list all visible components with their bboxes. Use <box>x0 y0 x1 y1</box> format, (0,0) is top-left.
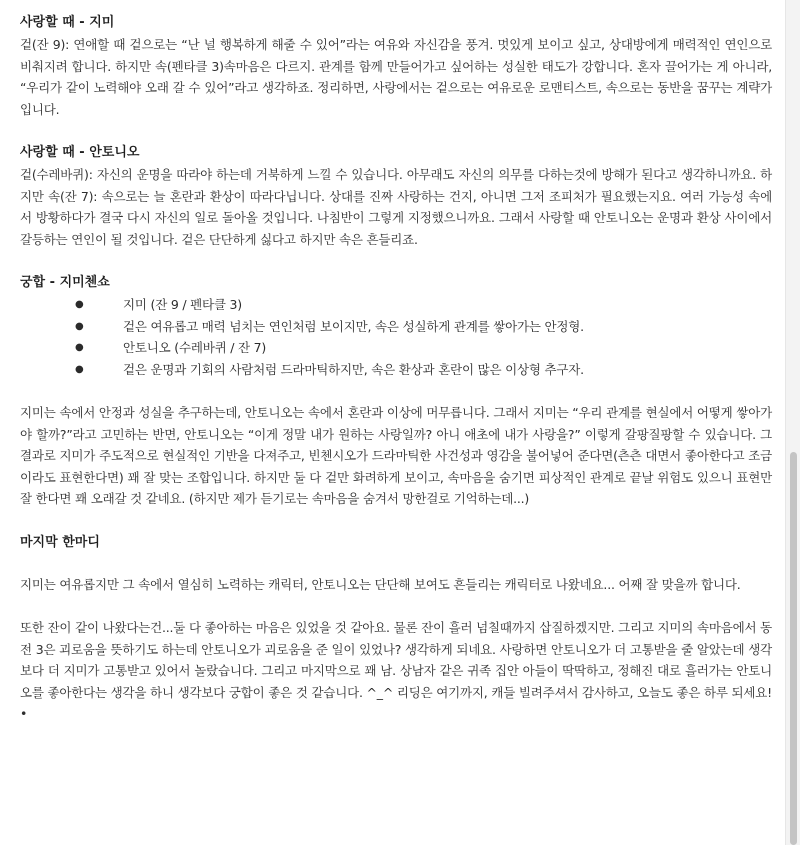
list-item <box>20 359 772 381</box>
vertical-scrollbar[interactable] <box>785 0 800 845</box>
bullet-icon: ● <box>75 320 84 332</box>
bullet-text: 지미 (잔 9 / 펜타클 3) <box>123 297 242 312</box>
compat-bullet-list <box>20 294 772 380</box>
section-title-jimi: 사랑할 때 - 지미 <box>20 15 115 30</box>
paragraph-closing-2: 또한 잔이 같이 나왔다는건...둘 다 좋아하는 마음은 있었을 것 같아요. 물론 잔이 흘러 넘칠때까지 삽질하겠지만. 그리고 지미의 속마음에서 동전 3은 괴로움을 뜻하기도 하는데 안토니오가 괴로움을 준 일이 있었나? 생각하게 되네요. 사랑하면 안토니오가 더 고통받을 줄 알았는데 생각보다 더 지미가 고통받고 있어서 놀랐습니다. 그리고 마지막으로 꽤 남. 상남자 같은 귀족 집안 아들이 딱딱하고, 정해진 대로 흘러가는 안토니오를 좋아한다는 생각을 하니 생각보다 궁합이 좋은 것 같습니다. ^_^ 리딩은 여기까지, 캐들 빌려주셔서 감사하고, 오늘도 좋은 하루 되세요!• <box>20 620 772 721</box>
list-item <box>20 316 772 338</box>
bullet-text: 겉은 여유롭고 매력 넘치는 연인처럼 보이지만, 속은 성실하게 관계를 쌓아가는 안정형. <box>123 318 584 334</box>
scrollbar-thumb[interactable] <box>790 452 797 845</box>
list-item <box>20 337 772 359</box>
paragraph-compat: 지미는 속에서 안정과 성실을 추구하는데, 안토니오는 속에서 혼란과 이상에 머무릅니다. 그래서 지미는 “우리 관계를 현실에서 어떻게 쌓아가야 할까?”라고 고민하는 반면, 안토니오는 “이게 정말 내가 원하는 사랑일까? 아니 애초에 내가 사랑을?” 이렇게 갈팡질팡할 수 있습니다. 그 결과로 지미가 주도적으로 현실적인 기반을 다져주고, 빈첸시오가 드라마틱한 사건성과 영감을 불어넣어 준다면(츤츤 대면서 좋아한다고 조금이라도 표현한다면) 꽤 잘 맞는 조합입니다. 하지만 둘 다 겉만 화려하게 보이고, 속마음을 숨기면 피상적인 관계로 끝날 위험도 있으니 표현만 잘 한다면 꽤 오래갈 것 같네요. (하지만 제가 듣기로는 속마음을 숨겨서 망한걸로 기억하는데...) <box>20 405 772 506</box>
paragraph-jimi: 겉(잔 9): 연애할 때 겉으로는 “난 널 행복하게 해줄 수 있어”라는 여유와 자신감을 풍겨. 멋있게 보이고 싶고, 상대방에게 매력적인 연인으로 비춰지려 합니다. 하지만 속(펜타클 3)속마음은 다르지. 관계를 함께 만들어가고 싶어하는 성실한 태도가 강합니다. 혼자 끌어가는 게 아니라, “우리가 같이 노력해야 오래 갈 수 있어”라고 생각하죠. 정리하면, 사랑에서는 겉으로는 여유로운 로맨티스트, 속으로는 동반을 꿈꾸는 계략가입니다. <box>20 37 772 117</box>
bullet-icon: ● <box>75 299 84 310</box>
bullet-icon: ● <box>75 342 84 353</box>
bullet-text: 겉은 운명과 기회의 사람처럼 드라마틱하지만, 속은 환상과 혼란이 많은 이상형 추구자. <box>123 361 584 377</box>
document-content <box>20 12 772 725</box>
section-title-antonio: 사랑할 때 - 안토니오 <box>20 145 140 160</box>
paragraph-closing-1: 지미는 여유롭지만 그 속에서 열심히 노력하는 캐릭터, 안토니오는 단단해 보여도 흔들리는 캐릭터로 나왔네요... 어째 잘 맞을까 합니다. <box>20 576 741 592</box>
bullet-icon: ● <box>75 363 84 375</box>
section-title-compat: 궁합 - 지미첸쇼 <box>20 275 110 290</box>
bullet-text: 안토니오 (수레바퀴 / 잔 7) <box>123 340 267 355</box>
list-item <box>20 294 772 316</box>
paragraph-antonio: 겉(수레바퀴): 자신의 운명을 따라야 하는데 거북하게 느낄 수 있습니다. 아무래도 자신의 의무를 다하는것에 방해가 된다고 생각하니까요. 하지만 속(잔 7): 속으로는 늘 혼란과 환상이 따라다닙니다. 상대를 진짜 사랑하는 건지, 아니면 그저 조피처가 필요했는지요. 여러 가능성 속에서 방황하다가 결국 다시 자신의 일로 돌아올 것입니다. 나침반이 그렇게 지정했으니까요. 그래서 사랑할 때 안토니오는 운명과 환상 사이에서 갈등하는 연인이 될 것입니다. 겉은 단단하게 싫다고 하지만 속은 흔들리죠. <box>20 167 772 247</box>
section-title-closing: 마지막 한마디 <box>20 534 100 550</box>
